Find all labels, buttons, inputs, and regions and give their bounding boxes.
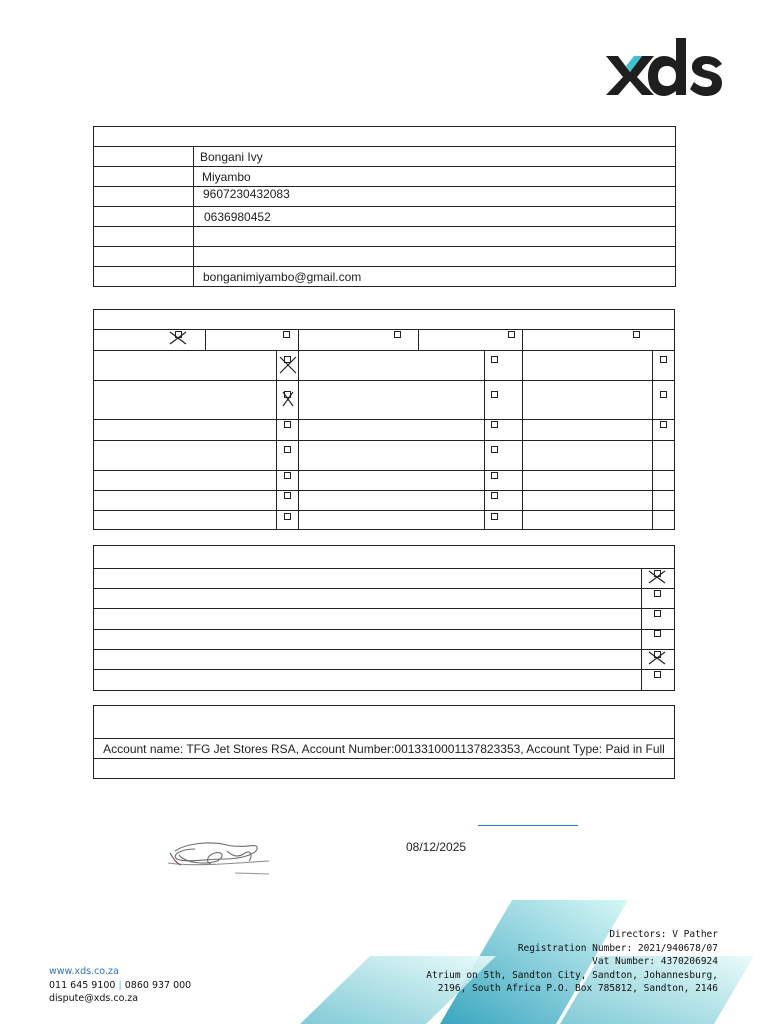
phone-number-2: 0860 937 000: [124, 980, 192, 991]
surname-value: Miyambo: [194, 167, 676, 187]
phone-value: 0636980452: [194, 207, 676, 227]
label-cell: [94, 227, 194, 247]
label-cell: [94, 267, 194, 287]
checkbox[interactable]: [283, 331, 290, 338]
checkbox[interactable]: [633, 331, 640, 338]
cross-mark-icon: [168, 330, 188, 346]
checkbox[interactable]: [660, 356, 667, 363]
directors: Directors: V Pather: [609, 929, 718, 940]
checkbox[interactable]: [284, 513, 291, 520]
signature-date: 08/12/2025: [406, 840, 467, 854]
checkbox[interactable]: [284, 472, 291, 479]
cross-mark-icon: [281, 390, 295, 408]
checkbox[interactable]: [491, 472, 498, 479]
checkbox[interactable]: [660, 421, 667, 428]
phone-separator: |: [118, 980, 122, 991]
checkbox[interactable]: [654, 590, 661, 597]
checkbox[interactable]: [654, 630, 661, 637]
label-cell: [94, 247, 194, 267]
checkbox[interactable]: [394, 331, 401, 338]
empty-value: [194, 247, 676, 267]
table-header-row: [94, 127, 676, 147]
checkbox[interactable]: [654, 610, 661, 617]
payment-header-row: [94, 706, 675, 739]
checkbox[interactable]: [654, 671, 661, 678]
checkbox[interactable]: [491, 356, 498, 363]
checkbox[interactable]: [491, 391, 498, 398]
checkbox[interactable]: [491, 513, 498, 520]
registration-number: Registration Number: 2021/940678/07: [517, 942, 718, 954]
phone-number: 011 645 9100: [49, 980, 116, 991]
dispute-email[interactable]: dispute@xds.co.za: [49, 993, 139, 1004]
label-cell: [94, 147, 194, 167]
xds-logo: [604, 38, 724, 96]
payment-table: [93, 705, 675, 779]
checklist-lines: [93, 545, 675, 691]
id-number-value: 9607230432083: [194, 187, 676, 207]
empty-row: [94, 759, 675, 779]
cross-mark-icon: [647, 650, 667, 666]
label-cell: [94, 167, 194, 187]
vat-number: Vat Number: 4370206924: [592, 956, 718, 967]
address-line1: Atrium on 5th, Sandton City, Sandton, Johannesburg,: [426, 969, 718, 981]
checkbox[interactable]: [660, 391, 667, 398]
checkbox[interactable]: [284, 492, 291, 499]
signature-image: [165, 833, 271, 877]
checkbox-grid: [93, 309, 675, 530]
cross-mark-icon: [278, 355, 298, 375]
name-value: Bongani Ivy: [194, 147, 676, 167]
link-underline: [478, 825, 578, 826]
checkbox[interactable]: [508, 331, 515, 338]
cross-mark-icon: [647, 569, 667, 585]
checkbox[interactable]: [491, 421, 498, 428]
empty-value: [194, 227, 676, 247]
company-info: [426, 928, 718, 996]
website-link[interactable]: www.xds.co.za: [49, 966, 119, 977]
label-cell: [94, 207, 194, 227]
checkbox[interactable]: [491, 492, 498, 499]
checkbox[interactable]: [284, 446, 291, 453]
account-details: Account name: TFG Jet Stores RSA, Account Number:0013310001137823353, Account Type: Paid in Full: [94, 739, 675, 759]
email-value: bonganimiyambo@gmail.com: [194, 267, 676, 287]
label-cell: [94, 187, 194, 207]
checkbox[interactable]: [284, 421, 291, 428]
personal-details-table: [93, 126, 676, 287]
address-line2: 2196, South Africa P.O. Box 785812, Sandton, 2146: [437, 983, 718, 994]
checkbox[interactable]: [491, 446, 498, 453]
contact-phones: [49, 980, 191, 991]
checklist-table: [93, 545, 675, 691]
